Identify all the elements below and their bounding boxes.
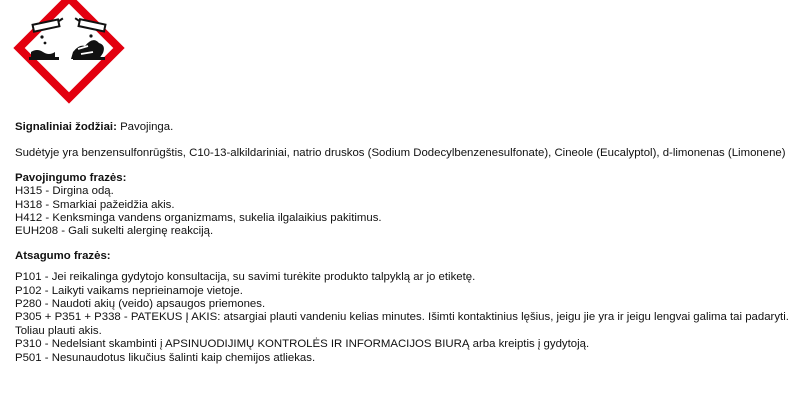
signal-row [15,121,793,134]
signal-label: Signaliniai žodžiai: [15,121,117,133]
precaution-heading: Atsagumo frazės: [15,249,111,262]
precaution-item: P102 - Laikyti vaikams neprieinamoje vietoje. [15,284,243,297]
precaution-item: P101 - Jei reikalinga gydytojo konsultacija, su savimi turėkite produkto talpyklą ar jo etiketę. [15,271,476,284]
hazard-item: H318 - Smarkiai pažeidžia akis. [15,198,175,211]
hazard-item: H315 - Dirgina odą. [15,185,114,198]
hazard-item: EUH208 - Gali sukelti alerginę reakciją. [15,225,214,238]
hazard-item: H412 - Kenksminga vandens organizmams, sukelia ilgalaikius pakitimus. [15,212,382,225]
precaution-item: P305 + P351 + P338 - PATEKUS Į AKIS: atsargiai plauti vandeniu kelias minutes. Išimti kontaktinius lęšius, jeigu jie yra ir jeigu lengvai galima tai padaryti. Toliau plauti akis. [15,311,789,337]
hazard-heading: Pavojingumo frazės: [15,171,127,184]
composition-text: Sudėtyje yra benzensulfonrūgštis, C10-13-alkildariniai, natrio druskos (Sodium Dodecylbenzenesulfonate), Cineole (Eucalyptol), d-limonenas (Limonene) [15,147,786,160]
label-text [15,121,793,365]
precaution-item: P310 - Nedelsiant skambinti į APSINUODIJIMŲ KONTROLĖS IR INFORMACIJOS BIURĄ arba kreiptis į gydytoją. [15,338,590,351]
signal-value: Pavojinga. [120,121,174,133]
corrosion-icon [11,0,127,116]
precaution-item: P280 - Naudoti akių (veido) apsaugos priemones. [15,298,266,311]
precaution-item: P501 - Nesunaudotus likučius šalinti kaip chemijos atliekas. [15,351,316,364]
